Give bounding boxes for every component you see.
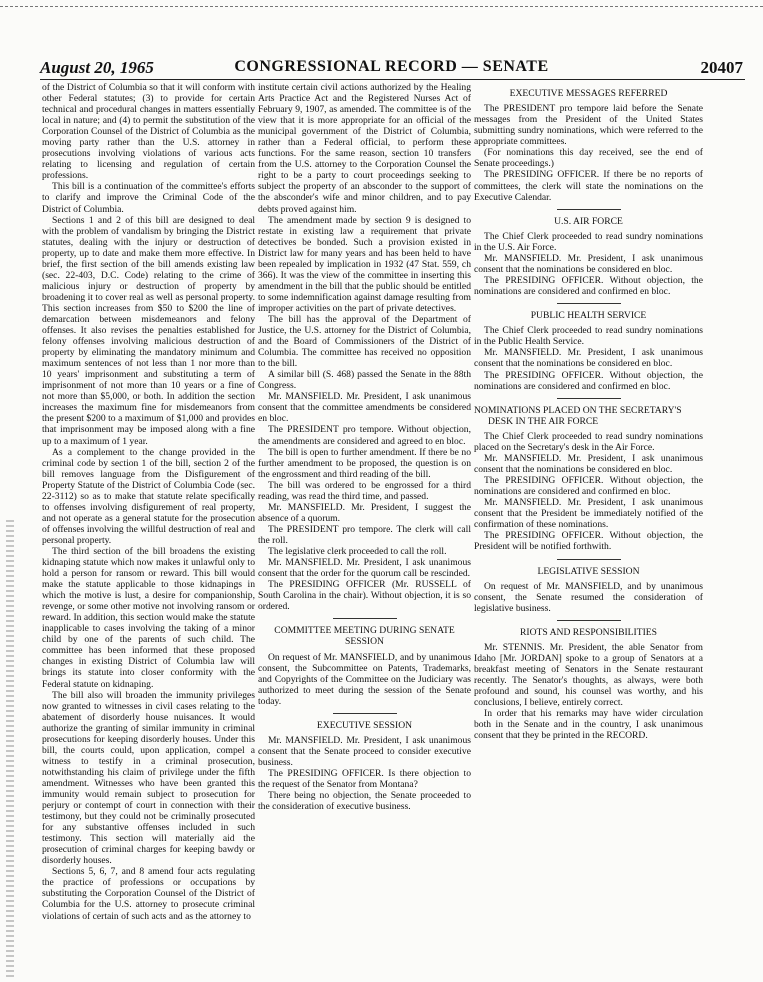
- paragraph: institute certain civil actions authorized by the Healing Arts Practice Act and the Registered Nurses Act of February 9, 1907, as amended. The committee is of the view that it is more appropriate for an official of the municipal government of the District of Columbia, rather than a Federal official, to perform these functions. For the same reason, section 10 transfers from the U.S. attorney to the Corporation Counsel the right to be a party to court proceedings seeking to subject the property of an absconder to the support of the absconder's wife and minor children, and to pay debts proved against him.: [258, 82, 471, 215]
- paragraph: Mr. MANSFIELD. Mr. President, I ask unanimous consent that the order for the quorum call be rescinded.: [258, 557, 471, 580]
- paragraph: The PRESIDING OFFICER. Is there objection to the request of the Senator from Montana?: [258, 768, 471, 791]
- page-number: 20407: [700, 58, 743, 77]
- paragraph: The bill also will broaden the immunity privileges now granted to witnesses in civil cases relating to the abatement of disorderly house nuisances. It would authorize the granting of similar immunity in criminal prosecutions for keeping disorderly houses. Under this bill, the courts could, upon application, compel a witness to testify in a criminal prosecution, notwithstanding his claim of privilege under the fifth amendment. Witnesses who have been granted this immunity would remain subject to prosecution for perjury or contempt of court in connection with their testimony, but they could not be criminally prosecuted for any substantive offenses included in such testimony. This section will materially aid the prosecution of criminal charges for keeping bawdy or disorderly houses.: [42, 689, 255, 867]
- paragraph: As a complement to the change provided in the criminal code by section 1 of the bill, section 2 of the bill removes language from the Disfigurement of Property Statute of the District of Columbia Code (sec. 22-3112) so as to make that statute relate specifically to offenses involving disfigurement of real property, and not operate as a general statute for the prosecution of offenses involving the willful destruction of real and personal property.: [42, 446, 255, 546]
- paragraph: Mr. MANSFIELD. Mr. President, I ask unanimous consent that the nominations be considered en bloc.: [474, 347, 703, 370]
- paragraph: On request of Mr. MANSFIELD, and by unanimous consent, the Subcommittee on Patents, Trademarks, and Copyrights of the Committee on the Judiciary was authorized to meet during the session of the Senate today.: [258, 651, 471, 707]
- paragraph: Mr. STENNIS. Mr. President, the able Senator from Idaho [Mr. JORDAN] spoke to a group of Senators at a breakfast meeting of Senators in the Senate restaurant recently. The Senator's thoughts, as always, were both profound and sound, his counsel was worthy, and his conclusions, I believe, entirely correct.: [474, 642, 703, 709]
- paragraph: The Chief Clerk proceeded to read sundry nominations in the Public Health Service.: [474, 325, 703, 348]
- paragraph: The PRESIDING OFFICER (Mr. RUSSELL of South Carolina in the chair). Without objection, it is so ordered.: [258, 579, 471, 613]
- text-column-1: [42, 82, 255, 922]
- paragraph: Mr. MANSFIELD. Mr. President, I ask unanimous consent that the President be immediately notified of the confirmation of these nominations.: [474, 497, 703, 531]
- perforation-line: [0, 6, 763, 7]
- paragraph: A similar bill (S. 468) passed the Senate in the 88th Congress.: [258, 369, 471, 392]
- paragraph: The third section of the bill broadens the existing kidnaping statute which now makes it unlawful only to hold a person for ransom or reward. This bill would make the statute applicable to those kidnapings in which the motive is lust, a desire for companionship, revenge, or some other motive not involving ransom or reward. In addition, this section would make the statute inapplicable to cases involving the taking of a minor child by one of the parents of such child. The committee has been informed that these proposed changes in existing District of Columbia law will brings its statute into closer conformity with the Federal statute on kidnaping.: [42, 545, 255, 690]
- paragraph: The PRESIDENT pro tempore. The clerk will call the roll.: [258, 523, 471, 546]
- paragraph: The PRESIDING OFFICER. If there be no reports of committees, the clerk will state the nominations on the Executive Calendar.: [474, 169, 703, 203]
- section-heading: PUBLIC HEALTH SERVICE: [474, 303, 703, 321]
- section-heading: [474, 398, 703, 427]
- paragraph: Mr. MANSFIELD. Mr. President, I ask unanimous consent that the nominations be considered en bloc.: [474, 453, 703, 476]
- text-column-3: [474, 82, 703, 741]
- paragraph: The PRESIDING OFFICER. Without objection, the nominations are considered and confirmed en bloc.: [474, 475, 703, 498]
- paragraph: On request of Mr. MANSFIELD, and by unanimous consent, the Senate resumed the consideration of legislative business.: [474, 580, 703, 614]
- paragraph: Sections 1 and 2 of this bill are designed to deal with the problem of vandalism by bringing the District statutes, dealing with the injury or destruction of property, up to date and make them more effective. In brief, the first section of the bill amends existing law (sec. 22-403, D.C. Code) relating to the crime of malicious injury or destruction of property by broadening it to cover real as well as personal property. This section increases from $50 to $200 the line of demarcation between misdemeanors and felony offenses. It also revises the penalties established for felony offenses involving malicious destruction of property by eliminating the mandatory minimum and maximum sentences of not less than 1 nor more than 10 years' imprisonment and substituting a term of imprisonment of not more than 10 years or a fine of not more than $5,000, or both. In addition the section increases the maximum fine for misdemeanors from the present $200 to a maximum of $1,000 and provides that imprisonment may be imposed along with a fine up to a maximum of 1 year.: [42, 214, 255, 447]
- paragraph: The legislative clerk proceeded to call the roll.: [268, 545, 447, 557]
- paragraph: of the District of Columbia so that it will conform with other Federal statutes; (3) to provide for certain technical and procedural changes in matters essentially local in nature; and (4) to permit the substitution of the Corporation Counsel of the District of Columbia as the moving party rather than the U.S. attorney in prosecutions involving violations of various acts relating to licensing and regulation of certain professions.: [42, 82, 255, 182]
- paragraph: The PRESIDENT pro tempore laid before the Senate messages from the President of the United States submitting sundry nominations, which were referred to the appropriate committees.: [474, 103, 703, 148]
- paragraph: Mr. MANSFIELD. Mr. President, I ask unanimous consent that the committee amendments be considered en bloc.: [258, 391, 471, 425]
- paragraph: The PRESIDING OFFICER. Without objection, the President will be notified forthwith.: [474, 530, 703, 553]
- section-heading-text: NOMINATIONS PLACED ON THE SECRETARY'S DESK IN THE AIR FORCE: [474, 404, 682, 427]
- page-header: [40, 58, 743, 80]
- paragraph: Mr. MANSFIELD. Mr. President, I suggest the absence of a quorum.: [258, 501, 471, 524]
- paragraph: The PRESIDING OFFICER. Without objection, the nominations are considered and confirmed en bloc.: [474, 369, 703, 392]
- paragraph: The bill has the approval of the Department of Justice, the U.S. attorney for the District of Columbia, and the Board of Commissioners of the District of Columbia. The committee has received no opposition to the bill.: [258, 313, 471, 370]
- issue-date: August 20, 1965: [40, 58, 154, 77]
- paragraph: This bill is a continuation of the committee's efforts to clarify and improve the Criminal Code of the District of Columbia.: [42, 181, 255, 215]
- section-heading: COMMITTEE MEETING DURING SENATE SESSION: [258, 618, 471, 647]
- paragraph: The bill is open to further amendment. If there be no further amendment to be proposed, the question is on the engrossment and third reading of the bill.: [258, 446, 471, 480]
- publication-title: CONGRESSIONAL RECORD — SENATE: [234, 58, 549, 75]
- text-column-2: [258, 82, 471, 812]
- section-heading: U.S. AIR FORCE: [474, 209, 703, 227]
- paragraph: The Chief Clerk proceeded to read sundry nominations in the U.S. Air Force.: [474, 230, 703, 253]
- paragraph: The PRESIDING OFFICER. Without objection, the nominations are considered and confirmed en bloc.: [474, 275, 703, 298]
- section-heading: LEGISLATIVE SESSION: [474, 559, 703, 577]
- paragraph: The PRESIDENT pro tempore. Without objection, the amendments are considered and agreed to en bloc.: [258, 424, 471, 447]
- binding-edge: [6, 520, 14, 980]
- header-rule: [40, 79, 745, 80]
- section-heading: RIOTS AND RESPONSIBILITIES: [474, 620, 703, 638]
- paragraph: The Chief Clerk proceeded to read sundry nominations placed on the Secretary's desk in the Air Force.: [474, 431, 703, 454]
- paragraph: The bill was ordered to be engrossed for a third reading, was read the third time, and passed.: [258, 479, 471, 502]
- paragraph: (For nominations this day received, see the end of Senate proceedings.): [474, 147, 703, 170]
- paragraph: Mr. MANSFIELD. Mr. President, I ask unanimous consent that the nominations be considered en bloc.: [474, 252, 703, 275]
- paragraph: Mr. MANSFIELD. Mr. President, I ask unanimous consent that the Senate proceed to consider executive business.: [258, 735, 471, 769]
- paragraph: In order that his remarks may have wider circulation both in the Senate and in the country, I ask unanimous consent that they be printed in the RECORD.: [474, 708, 703, 742]
- section-heading: EXECUTIVE MESSAGES REFERRED: [509, 88, 668, 99]
- paragraph: There being no objection, the Senate proceeded to the consideration of executive business.: [258, 790, 471, 813]
- paragraph: The amendment made by section 9 is designed to restate in existing law a requirement that private detectives be bonded. Such a provision existed in District law for many years and has been held to have been repealed by implication in 1932 (47 Stat. 559, ch 366). It was the view of the committee in inserting this amendment in the bill that the public should be entitled to some indemnification against damage resulting from improper activities on the part of private detectives.: [258, 214, 471, 314]
- paragraph: Sections 5, 6, 7, and 8 amend four acts regulating the practice of professions or occupations by substituting the Corporation Counsel of the District of Columbia for the U.S. attorney to prosecute criminal violations of certain of such acts and as the attorney to: [42, 866, 255, 922]
- section-heading: EXECUTIVE SESSION: [258, 713, 471, 731]
